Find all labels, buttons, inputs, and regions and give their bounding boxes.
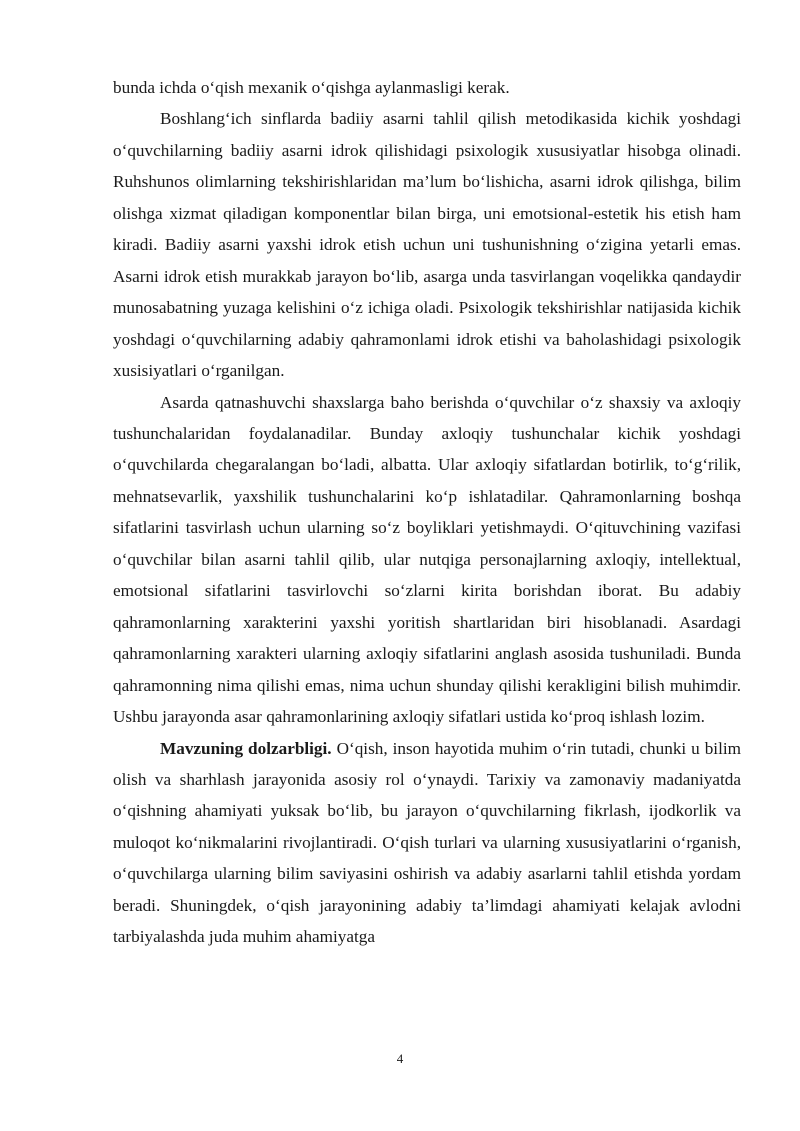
paragraph-moral-qualities [113, 387, 741, 733]
paragraph-text: bunda ichda o‘qish mexanik o‘qishga aylanmasligi kerak. [113, 78, 510, 97]
paragraph-relevance [113, 733, 741, 953]
paragraph-text: Boshlang‘ich sinflarda badiiy asarni tahlil qilish metodikasida kichik yoshdagi o‘quvchilarning badiiy asarni idrok qilishidagi psixologik xususiyatlar hisobga olinadi. Ruhshunos olimlarning tekshirishlaridan ma’lum bo‘lishicha, asarni idrok qilishga, bilim olishga xizmat qiladigan komponentlar bilan birga, uni emotsional-estetik his etish ham kiradi. Badiiy asarni yaxshi idrok etish uchun uni tushunishning o‘zigina yetarli emas. Asarni idrok etish murakkab jarayon bo‘lib, asarga unda tasvirlangan voqelikka qandaydir munosabatning yuzaga kelishini o‘z ichiga oladi. Psixologik tekshirishlar natijasida kichik yoshdagi o‘quvchilarning adabiy qahramonlami idrok etishi va baholashidagi psixologik xusisiyatlari o‘rganilgan. [113, 109, 741, 381]
body-text [113, 72, 741, 953]
paragraph-text: O‘qish, inson hayotida muhim o‘rin tutadi, chunki u bilim olish va sharhlash jarayonida asosiy rol o‘ynaydi. Tarixiy va zamonaviy madaniyatda o‘qishning ahamiyati yuksak bo‘lib, bu jarayon o‘quvchilarning fikrlash, ijodkorlik va muloqot ko‘nikmalarini rivojlantiradi. O‘qish turlari va ularning xususiyatlarini o‘rganish, o‘quvchilarga ularning bilim saviyasini oshirish va adabiy asarlarni tahlil etishda yordam beradi. Shuningdek, o‘qish jarayonining adabiy ta’limdagi ahamiyati kelajak avlodni tarbiyalashda juda muhim ahamiyatga [113, 738, 741, 947]
page-number: 4 [396, 1051, 404, 1066]
paragraph-psychology [113, 103, 741, 386]
paragraph-text: Asarda qatnashuvchi shaxslarga baho berishda o‘quvchilar o‘z shaxsiy va axloqiy tushunchalaridan foydalanadilar. Bunday axloqiy tushunchalar kichik yoshdagi o‘quvchilarda chegaralangan bo‘ladi, albatta. Ular axloqiy sifatlardan botirlik, to‘g‘rilik, mehnatsevarlik, yaxshilik tushunchalarini ko‘p ishlatadilar. Qahramonlarning boshqa sifatlarini tasvirlash uchun ularning so‘z boyliklari yetishmaydi. O‘qituvchining vazifasi o‘quvchilar bilan asarni tahlil qilib, ular nutqiga personajlarning axloqiy, intellektual, emotsional sifatlarini tasvirlovchi so‘zlarni kirita borishdan iborat. Bu adabiy qahramonlarning xarakterini yaxshi yoritish shartlaridan biri hisoblanadi. Asardagi qahramonlarning xarakteri ularning axloqiy sifatlarini anglash asosida tushuniladi. Bunda qahramonning nima qilishi emas, nima uchun shunday qilishi kerakligini bilish muhimdir. Ushbu jarayonda asar qahramonlarining axloqiy sifatlari ustida ko‘proq ishlash lozim. [113, 392, 741, 727]
paragraph-continuation [113, 72, 741, 103]
paragraph-lead-heading: Mavzuning dolzarbligi. [160, 738, 332, 758]
